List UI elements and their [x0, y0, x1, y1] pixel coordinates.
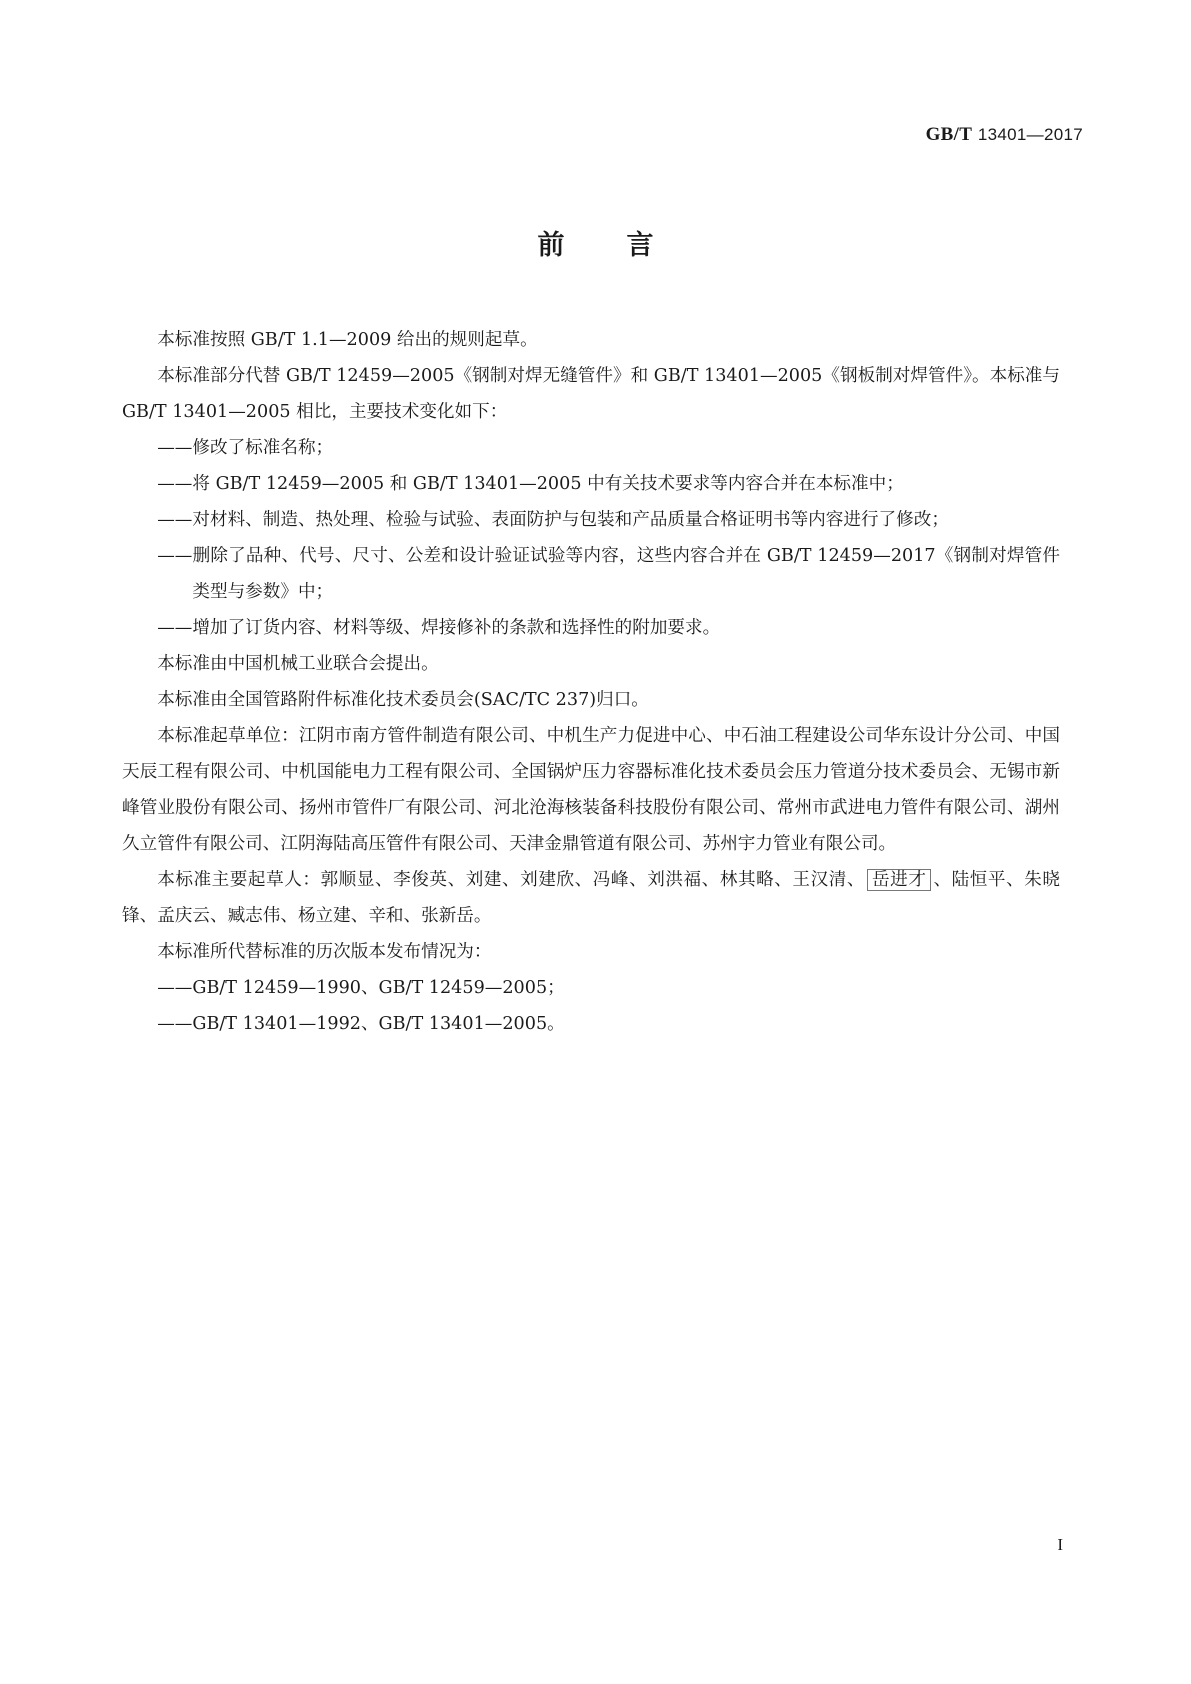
page-number: I: [1057, 1535, 1063, 1554]
paragraph-drafting-rules: 本标准按照 GB/T 1.1—2009 给出的规则起草。: [157, 330, 538, 350]
paragraph-administered-by: 本标准由全国管路附件标准化技术委员会(SAC/TC 237)归口。: [157, 690, 649, 710]
dash-marker: ——: [157, 438, 193, 458]
list-item: ——对材料、制造、热处理、检验与试验、表面防护与包装和产品质量合格证明书等内容进行了修改；: [157, 510, 949, 530]
paragraph-history-intro: 本标准所代替标准的历次版本发布情况为：: [157, 942, 492, 962]
page-title: [0, 223, 1191, 262]
title-char-2: 言: [626, 230, 654, 261]
dash-marker: ——: [157, 546, 193, 566]
dash-marker: ——: [157, 510, 193, 530]
dash-marker: ——: [157, 978, 193, 998]
dash-marker: ——: [157, 474, 193, 494]
list-item: ——删除了品种、代号、尺寸、公差和设计验证试验等内容，这些内容合并在 GB/T 12459—2017《钢制对焊管件 类型与参数》中；: [157, 546, 1078, 602]
paragraph-proposed-by: 本标准由中国机械工业联合会提出。: [157, 654, 439, 674]
dash-marker: ——: [157, 618, 193, 638]
paragraph-drafting-units: 本标准起草单位：江阴市南方管件制造有限公司、中机生产力促进中心、中石油工程建设公司华东设计分公司、中国天辰工程有限公司、中机国能电力工程有限公司、全国锅炉压力容器标准化技术委员会压力管道分技术委员会、无锡市新峰管业股份有限公司、扬州市管件厂有限公司、河北沧海核装备科技股份有限公司、常州市武进电力管件有限公司、湖州久立管件有限公司、江阴海陆高压管件有限公司、天津金鼎管道有限公司、苏州宇力管业有限公司。: [122, 726, 1060, 854]
standard-prefix: GB/T: [925, 124, 973, 145]
list-item: ——GB/T 12459—1990、GB/T 12459—2005；: [157, 978, 565, 998]
standard-number: 13401—2017: [977, 125, 1083, 144]
boxed-name: 岳进才: [867, 869, 931, 891]
title-char-1: 前: [537, 230, 565, 261]
list-item: ——将 GB/T 12459—2005 和 GB/T 13401—2005 中有关技术要求等内容合并在本标准中；: [157, 474, 904, 494]
changes-list: [122, 430, 1078, 646]
list-item: ——增加了订货内容、材料等级、焊接修补的条款和选择性的附加要求。: [157, 618, 721, 638]
standard-code: [926, 124, 1083, 146]
document-body: [122, 322, 1078, 1042]
history-list: [122, 970, 1060, 1042]
paragraph-replacement: 本标准部分代替 GB/T 12459—2005《钢制对焊无缝管件》和 GB/T 13401—2005《钢板制对焊管件》。本标准与 GB/T 13401—2005 相比，主要技术变化如下：: [122, 366, 1060, 422]
list-item: ——修改了标准名称；: [157, 438, 334, 458]
dash-marker: ——: [157, 1014, 193, 1034]
list-item: ——GB/T 13401—1992、GB/T 13401—2005。: [157, 1014, 565, 1034]
paragraph-drafters: 本标准主要起草人：郭顺显、李俊英、刘建、刘建欣、冯峰、刘洪福、林其略、王汉清、 岳进才 、陆恒平、朱晓锋、孟庆云、臧志伟、杨立建、辛和、张新岳。: [122, 870, 1060, 926]
